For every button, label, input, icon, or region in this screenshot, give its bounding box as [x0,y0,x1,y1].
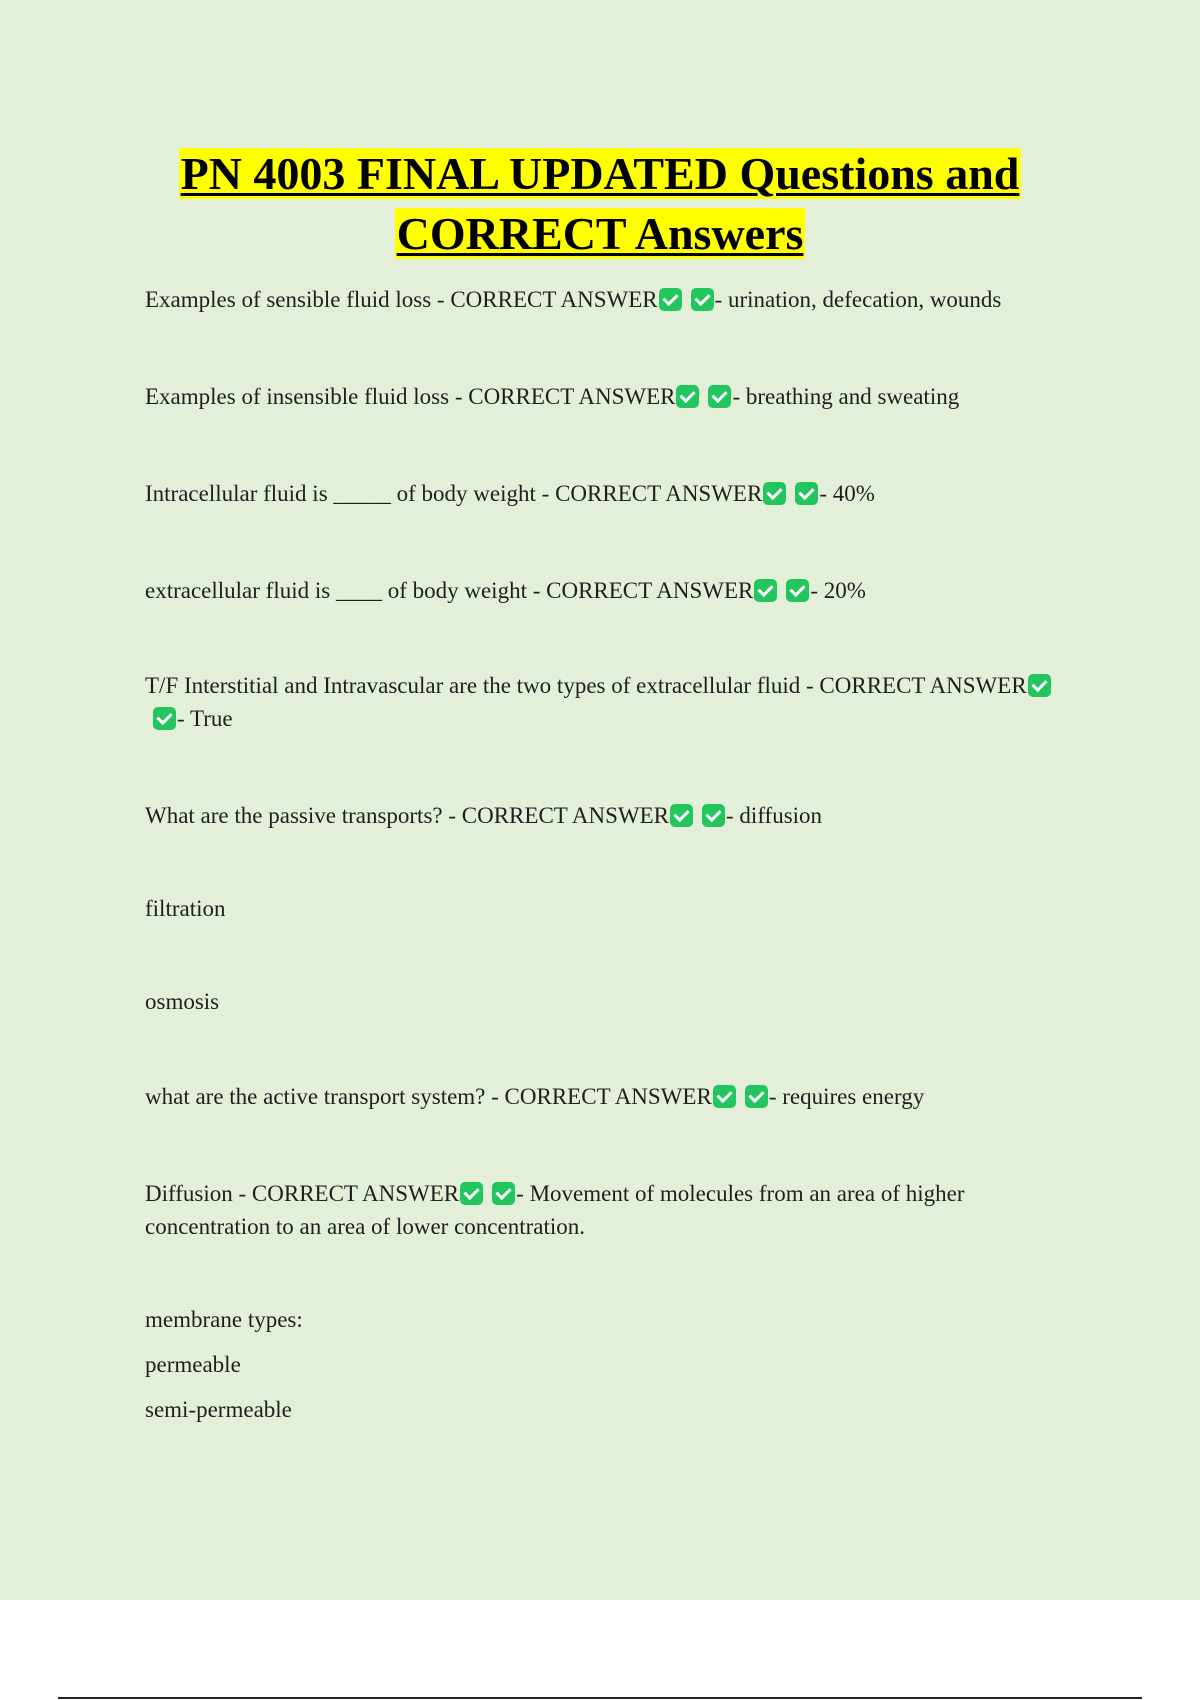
qa-entry-7 [145,1080,1055,1113]
document-title [100,144,1100,264]
check-box-icon [713,1085,736,1108]
check-box-icon [691,288,714,311]
footer-divider [58,1697,1142,1699]
qa-entry-2 [145,380,1055,413]
list-item: osmosis [145,989,220,1014]
question-text: Examples of sensible fluid loss - CORRECT ANSWER [145,287,658,312]
check-box-icon [670,804,693,827]
check-box-icon [1028,674,1051,697]
qa-entry-6 [145,799,1055,832]
question-text: Intracellular fluid is _____ of body weight - CORRECT ANSWER [145,481,763,506]
title-line-2: CORRECT Answers [396,208,804,259]
check-box-icon [786,579,809,602]
check-box-icon [153,707,176,730]
check-box-icon [659,288,682,311]
qa-entry-8 [145,1177,1055,1243]
question-text: T/F Interstitial and Intravascular are the two types of extracellular fluid - CORRECT ANSWER [145,673,1027,698]
check-box-icon [702,804,725,827]
answer-text: - requires energy [768,1084,925,1109]
question-text: What are the passive transports? - CORRECT ANSWER [145,803,670,828]
answer-text: - breathing and sweating [732,384,960,409]
question-text: what are the active transport system? - CORRECT ANSWER [145,1084,712,1109]
question-text: extracellular fluid is ____ of body weight - CORRECT ANSWER [145,578,754,603]
answer-text: - Movement of molecules from an area of higher concentration to an area of lower concentration. [145,1181,971,1239]
list-item: membrane types: [145,1307,303,1332]
list-item: semi-permeable [145,1397,292,1422]
question-text: Examples of insensible fluid loss - CORRECT ANSWER [145,384,676,409]
check-box-icon [676,385,699,408]
check-box-icon [795,482,818,505]
title-line-1: PN 4003 FINAL UPDATED Questions and [180,148,1020,199]
qa-entry-5 [145,669,1055,735]
check-box-icon [708,385,731,408]
check-box-icon [754,579,777,602]
check-box-icon [492,1182,515,1205]
answer-text: - 40% [819,481,875,506]
qa-entry-3 [145,477,1055,510]
answer-text: - True [177,706,233,731]
list-item: permeable [145,1352,241,1377]
qa-entry-4 [145,574,1055,607]
check-box-icon [763,482,786,505]
answer-text: - urination, defecation, wounds [714,287,1002,312]
qa-entry-1 [145,283,1055,316]
check-box-icon [460,1182,483,1205]
list-item: filtration [145,896,226,921]
question-text: Diffusion - CORRECT ANSWER [145,1181,460,1206]
answer-text: - 20% [810,578,866,603]
check-box-icon [745,1085,768,1108]
answer-text: - diffusion [726,803,823,828]
